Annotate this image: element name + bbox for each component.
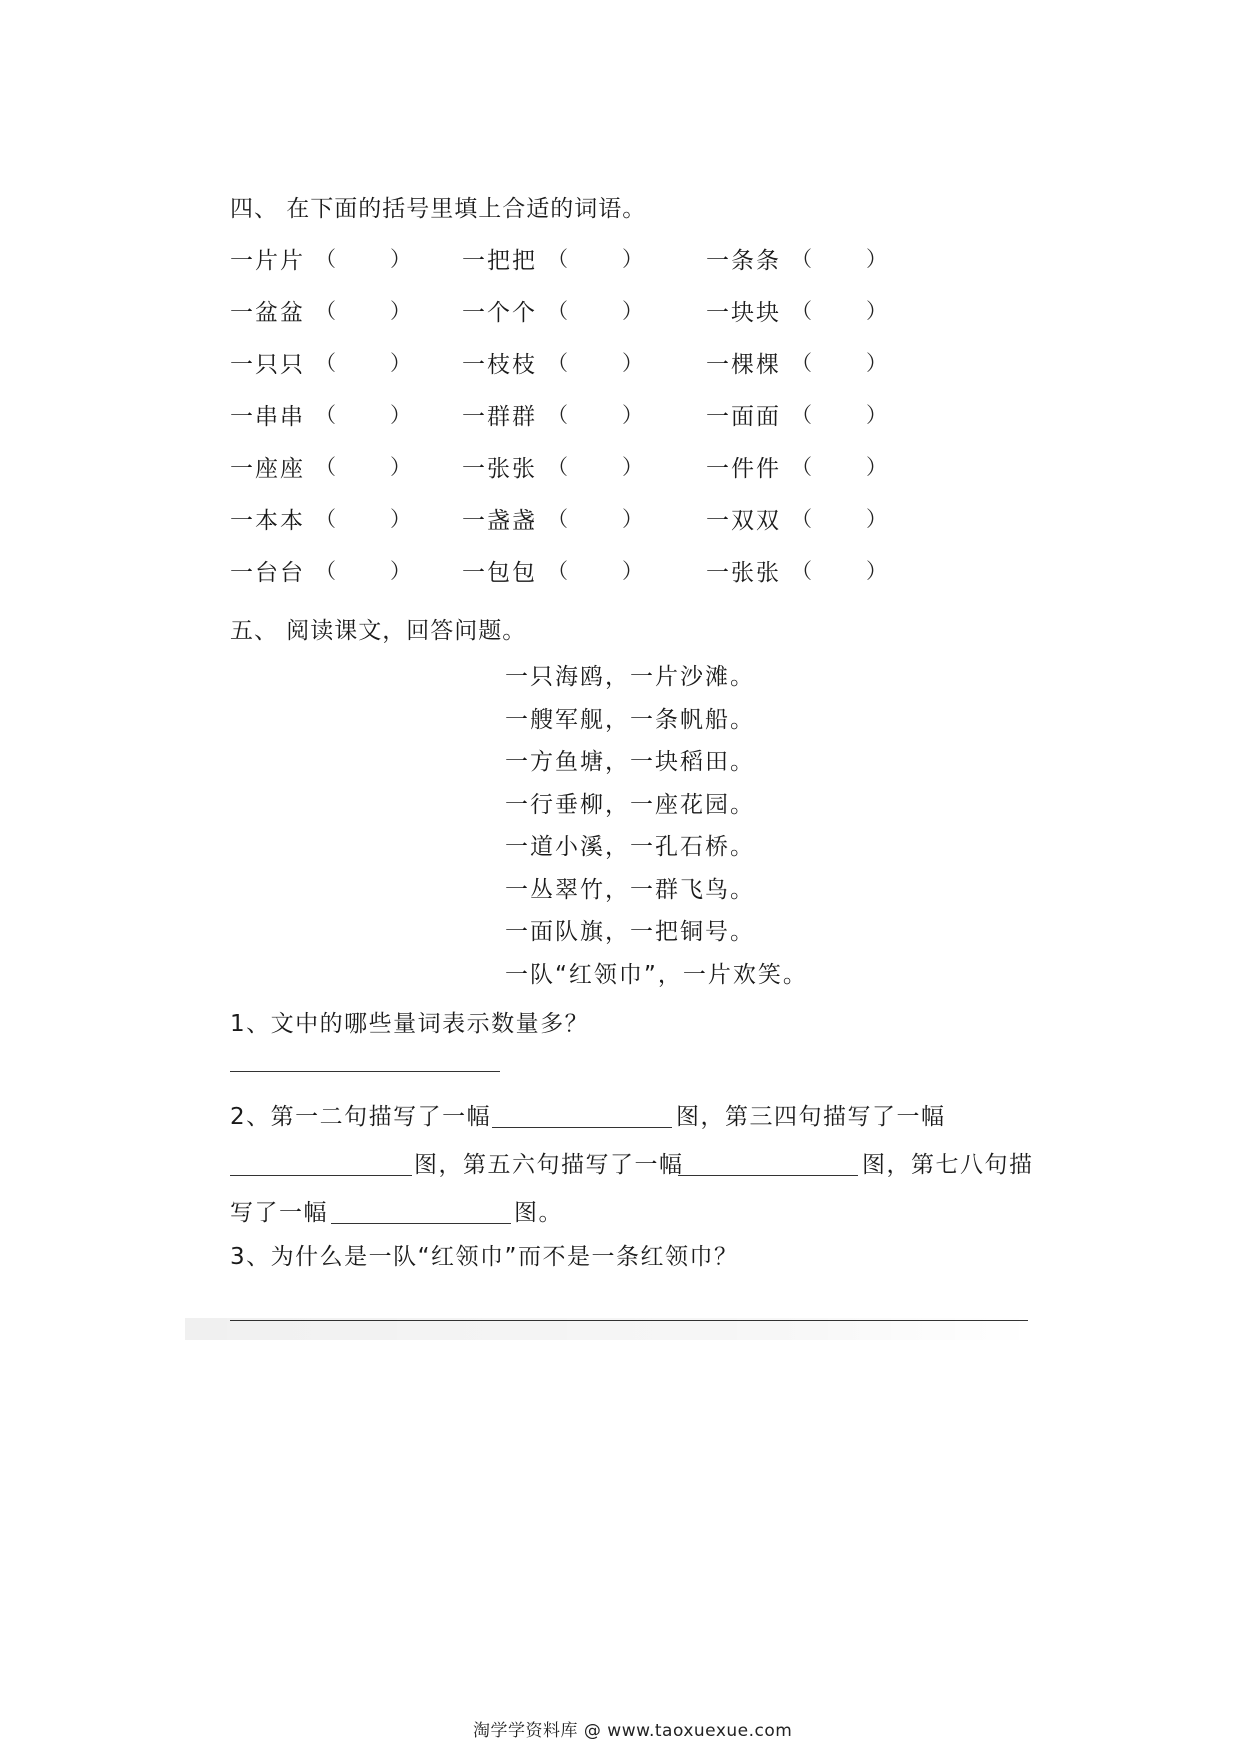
answer-blank[interactable] xyxy=(339,502,390,530)
answer-blank[interactable] xyxy=(339,242,390,270)
open-paren: （ xyxy=(791,559,812,583)
close-paren: ） xyxy=(622,403,643,427)
grid-word: 一件件 xyxy=(706,456,781,482)
grid-word: 一把把 xyxy=(462,248,537,274)
open-paren: （ xyxy=(791,299,812,323)
answer-blank[interactable] xyxy=(339,294,390,322)
question-2-part-3: 图，第五六句描写了一幅 xyxy=(414,1152,684,1178)
open-paren: （ xyxy=(315,247,336,271)
answer-blank[interactable] xyxy=(815,450,866,478)
question-2-part-2: 图，第三四句描写了一幅 xyxy=(676,1104,946,1130)
section-5-title: 五、 阅读课文，回答问题。 xyxy=(230,618,527,644)
open-paren: （ xyxy=(547,455,568,479)
grid-word: 一枝枝 xyxy=(462,352,537,378)
open-paren: （ xyxy=(547,559,568,583)
answer-blank[interactable] xyxy=(815,242,866,270)
grid-word: 一张张 xyxy=(462,456,537,482)
open-paren: （ xyxy=(315,455,336,479)
poem-line: 一队“红领巾”，一片欢笑。 xyxy=(505,962,808,988)
answer-blank[interactable] xyxy=(339,346,390,374)
open-paren: （ xyxy=(791,403,812,427)
grid-word: 一串串 xyxy=(230,404,305,430)
grid-word: 一块块 xyxy=(706,300,781,326)
grid-word: 一座座 xyxy=(230,456,305,482)
close-paren: ） xyxy=(622,559,643,583)
open-paren: （ xyxy=(791,455,812,479)
close-paren: ） xyxy=(866,247,887,271)
close-paren: ） xyxy=(866,507,887,531)
grid-word: 一本本 xyxy=(230,508,305,534)
close-paren: ） xyxy=(622,455,643,479)
open-paren: （ xyxy=(791,507,812,531)
open-paren: （ xyxy=(547,507,568,531)
close-paren: ） xyxy=(390,507,411,531)
close-paren: ） xyxy=(866,351,887,375)
answer-blank-q2-b[interactable] xyxy=(230,1175,412,1176)
open-paren: （ xyxy=(315,299,336,323)
question-2-part-4: 图，第七八句描 xyxy=(862,1152,1034,1178)
answer-blank[interactable] xyxy=(571,346,622,374)
answer-blank-q2-d[interactable] xyxy=(331,1223,511,1224)
open-paren: （ xyxy=(547,351,568,375)
poem-line: 一只海鸥，一片沙滩。 xyxy=(505,664,755,690)
grid-word: 一群群 xyxy=(462,404,537,430)
answer-blank[interactable] xyxy=(571,502,622,530)
section-4-title: 四、 在下面的括号里填上合适的词语。 xyxy=(230,196,647,222)
scan-shadow xyxy=(185,1318,1035,1340)
poem-line: 一行垂柳，一座花园。 xyxy=(505,792,755,818)
question-1: 1、文中的哪些量词表示数量多？ xyxy=(230,1011,590,1037)
close-paren: ） xyxy=(390,351,411,375)
close-paren: ） xyxy=(390,455,411,479)
grid-word: 一面面 xyxy=(706,404,781,430)
close-paren: ） xyxy=(622,507,643,531)
answer-blank[interactable] xyxy=(571,242,622,270)
answer-blank[interactable] xyxy=(339,398,390,426)
poem-line: 一道小溪，一孔石桥。 xyxy=(505,834,755,860)
grid-word: 一包包 xyxy=(462,560,537,586)
close-paren: ） xyxy=(390,299,411,323)
poem-line: 一面队旗，一把铜号。 xyxy=(505,919,755,945)
close-paren: ） xyxy=(390,247,411,271)
close-paren: ） xyxy=(622,351,643,375)
grid-word: 一条条 xyxy=(706,248,781,274)
poem-line: 一方鱼塘，一块稻田。 xyxy=(505,749,755,775)
grid-word: 一盏盏 xyxy=(462,508,537,534)
close-paren: ） xyxy=(390,403,411,427)
answer-blank[interactable] xyxy=(571,450,622,478)
footer-watermark: 淘学学资料库 @ www.taoxuexue.com xyxy=(473,1721,793,1741)
answer-blank[interactable] xyxy=(815,502,866,530)
close-paren: ） xyxy=(622,299,643,323)
open-paren: （ xyxy=(315,559,336,583)
answer-line-q1[interactable] xyxy=(230,1071,500,1072)
open-paren: （ xyxy=(791,351,812,375)
answer-blank[interactable] xyxy=(815,554,866,582)
question-2-part-5: 写了一幅 xyxy=(230,1200,328,1226)
grid-word: 一双双 xyxy=(706,508,781,534)
grid-word: 一盆盆 xyxy=(230,300,305,326)
question-3: 3、为什么是一队“红领巾”而不是一条红领巾？ xyxy=(230,1244,739,1270)
answer-blank[interactable] xyxy=(571,294,622,322)
close-paren: ） xyxy=(622,247,643,271)
open-paren: （ xyxy=(315,507,336,531)
answer-blank-q2-c[interactable] xyxy=(678,1175,858,1176)
open-paren: （ xyxy=(547,299,568,323)
close-paren: ） xyxy=(866,299,887,323)
answer-blank[interactable] xyxy=(339,554,390,582)
grid-word: 一张张 xyxy=(706,560,781,586)
question-2-part-1: 2、第一二句描写了一幅 xyxy=(230,1104,492,1130)
open-paren: （ xyxy=(315,351,336,375)
poem-line: 一丛翠竹，一群飞鸟。 xyxy=(505,877,755,903)
open-paren: （ xyxy=(547,403,568,427)
question-2-part-6: 图。 xyxy=(514,1200,563,1226)
close-paren: ） xyxy=(390,559,411,583)
grid-word: 一只只 xyxy=(230,352,305,378)
grid-word: 一片片 xyxy=(230,248,305,274)
open-paren: （ xyxy=(315,403,336,427)
grid-word: 一个个 xyxy=(462,300,537,326)
answer-blank[interactable] xyxy=(571,398,622,426)
answer-blank[interactable] xyxy=(815,398,866,426)
open-paren: （ xyxy=(547,247,568,271)
grid-word: 一棵棵 xyxy=(706,352,781,378)
close-paren: ） xyxy=(866,559,887,583)
answer-blank[interactable] xyxy=(339,450,390,478)
poem-line: 一艘军舰，一条帆船。 xyxy=(505,707,755,733)
close-paren: ） xyxy=(866,455,887,479)
answer-blank[interactable] xyxy=(571,554,622,582)
answer-blank[interactable] xyxy=(815,294,866,322)
grid-word: 一台台 xyxy=(230,560,305,586)
answer-blank-q2-a[interactable] xyxy=(492,1127,672,1128)
answer-blank[interactable] xyxy=(815,346,866,374)
close-paren: ） xyxy=(866,403,887,427)
open-paren: （ xyxy=(791,247,812,271)
